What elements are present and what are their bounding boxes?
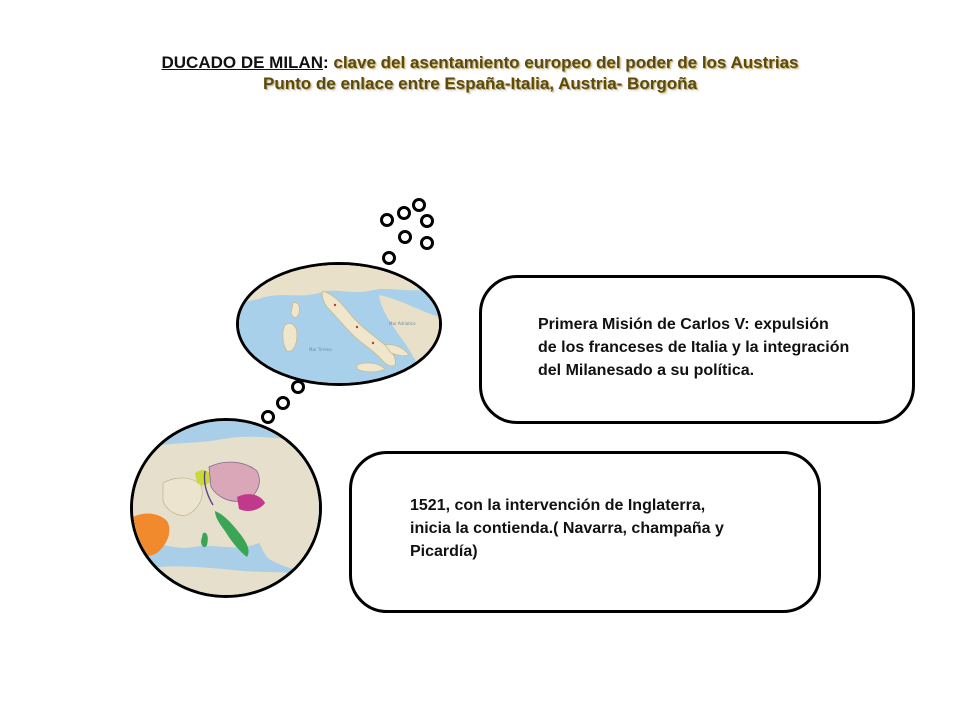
title-line-1 [0,52,960,73]
thought-bubble-ring [261,410,275,424]
info-bubble-bottom-text: 1521, con la intervención de Inglaterra, inicia la contienda.( Navarra, champaña y Picardía) [410,497,724,560]
info-bubble-bottom [349,451,821,613]
thought-bubble-ring [397,206,411,220]
thought-bubble-ring [398,230,412,244]
page-title [0,52,960,94]
info-bubble-top [479,275,915,424]
thought-bubble-ring [420,236,434,250]
svg-text:Mar Adriatico: Mar Adriatico [389,321,416,326]
title-duchy: DUCADO DE MILAN [161,53,323,72]
info-bubble-top-text: Primera Misión de Carlos V: expulsión de los franceses de Italia y la integración del Milanesado a su política. [538,316,850,379]
title-line-2: Punto de enlace entre España-Italia, Austria- Borgoña [263,74,697,93]
thought-bubble-ring [382,251,396,265]
thought-bubble-ring [276,396,290,410]
title-subtitle: clave del asentamiento europeo del poder de los Austrias [328,53,799,72]
italy-map-image [236,262,442,386]
europe-map-image [130,418,322,598]
title-colon: : [322,53,329,72]
thought-bubble-ring [420,214,434,228]
svg-text:Mar Tirreno: Mar Tirreno [309,347,332,352]
thought-bubble-ring [380,213,394,227]
thought-bubble-ring [412,198,426,212]
